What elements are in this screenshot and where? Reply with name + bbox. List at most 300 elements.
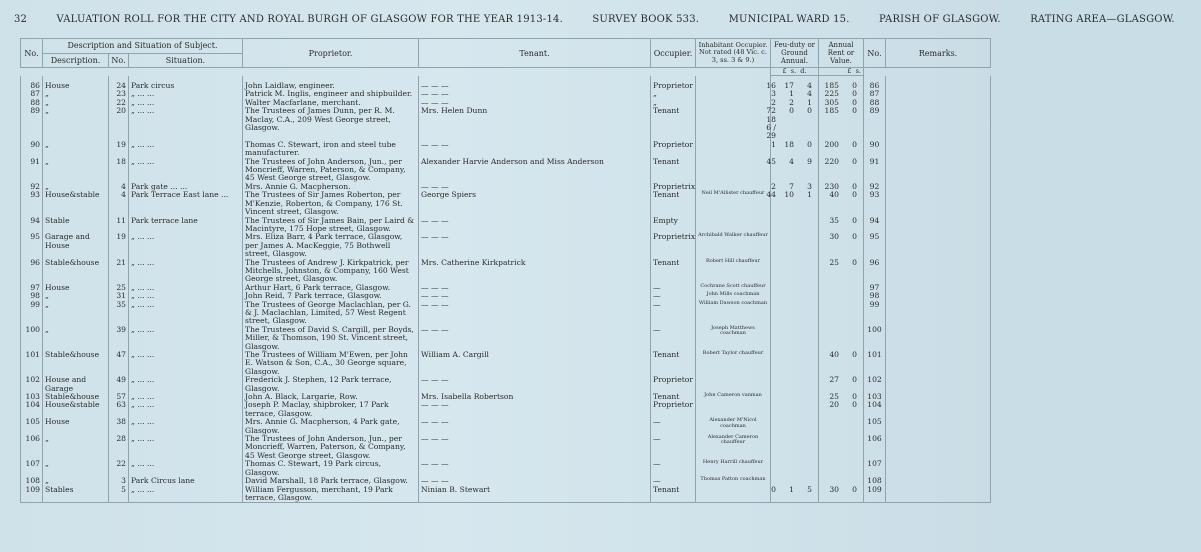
municipal-ward: MUNICIPAL WARD 15.	[728, 14, 850, 25]
row-proprietor: Mrs. Annie G. Macpherson.	[243, 183, 419, 191]
row-proprietor: The Trustees of George Maclachlan, per G. & J. Maclachlan, Limited, 57 West Regent street, Glasgow.	[243, 301, 419, 326]
row-situation: „ ... ...	[129, 301, 243, 326]
row-feu-duty: 72 18 6 / 29 0 0	[771, 107, 819, 141]
table-row	[21, 435, 991, 460]
table-row	[21, 477, 991, 485]
table-row	[21, 233, 991, 258]
row-remarks	[886, 284, 991, 292]
row-feu-duty	[771, 284, 819, 292]
table-row	[21, 284, 991, 292]
col-occupier: Occupier.	[651, 39, 696, 68]
table-row	[21, 292, 991, 300]
row-feu-duty: 1 18 0	[771, 141, 819, 158]
row-rent: 35 0	[819, 217, 864, 234]
row-description: Stable&house	[43, 259, 109, 284]
row-inhabitant: Archibald Walker chauffeur	[696, 233, 771, 258]
table-row	[21, 393, 991, 401]
table-row	[21, 107, 991, 141]
col-annual-rent: Annual Rent or Value.	[819, 39, 864, 68]
row-number: 49	[109, 376, 129, 393]
row-occupier: Tenant	[651, 393, 696, 401]
row-feu-duty: 45 4 9	[771, 158, 819, 183]
row-tenant: — — —	[419, 477, 651, 485]
row-no: 107	[21, 460, 43, 477]
row-occupier: —	[651, 418, 696, 435]
row-no-right: 106	[864, 435, 886, 460]
row-no: 98	[21, 292, 43, 300]
row-rent: 40 0	[819, 351, 864, 376]
row-description: „	[43, 107, 109, 141]
row-no: 103	[21, 393, 43, 401]
row-no-right: 101	[864, 351, 886, 376]
row-remarks	[886, 99, 991, 107]
row-description: „	[43, 141, 109, 158]
row-remarks	[886, 460, 991, 477]
col-tenant: Tenant.	[419, 39, 651, 68]
row-feu-duty: 2 7 3	[771, 183, 819, 191]
row-rent: 185 0	[819, 76, 864, 91]
row-number: 28	[109, 435, 129, 460]
row-situation: „ ... ...	[129, 90, 243, 98]
row-no-right: 98	[864, 292, 886, 300]
row-number: 19	[109, 233, 129, 258]
row-remarks	[886, 292, 991, 300]
row-rent: 200 0	[819, 141, 864, 158]
row-inhabitant: Henry Harrill chauffeur	[696, 460, 771, 477]
row-rent	[819, 301, 864, 326]
row-proprietor: John A. Black, Largarie, Row.	[243, 393, 419, 401]
row-inhabitant: Alexander Cameron chauffeur	[696, 435, 771, 460]
row-rent	[819, 292, 864, 300]
row-no: 99	[21, 301, 43, 326]
row-no: 104	[21, 401, 43, 418]
row-occupier: Tenant	[651, 191, 696, 216]
row-number: 5	[109, 486, 129, 503]
row-occupier: —	[651, 435, 696, 460]
row-situation: „ ... ...	[129, 284, 243, 292]
row-situation: „ ... ...	[129, 233, 243, 258]
row-remarks	[886, 191, 991, 216]
row-no-right: 100	[864, 326, 886, 351]
row-proprietor: Frederick J. Stephen, 12 Park terrace, Glasgow.	[243, 376, 419, 393]
row-no-right: 93	[864, 191, 886, 216]
table-row	[21, 401, 991, 418]
row-feu-duty: 16 17 4	[771, 76, 819, 91]
row-feu-duty	[771, 301, 819, 326]
row-description: „	[43, 477, 109, 485]
col-no: No.	[21, 39, 43, 68]
row-rent: 27 0	[819, 376, 864, 393]
row-tenant: — — —	[419, 401, 651, 418]
col-number: No.	[109, 53, 129, 68]
row-inhabitant: Alexander M'Nicol coachman	[696, 418, 771, 435]
row-remarks	[886, 183, 991, 191]
row-tenant: William A. Cargill	[419, 351, 651, 376]
row-no: 105	[21, 418, 43, 435]
row-no-right: 108	[864, 477, 886, 485]
row-inhabitant	[696, 217, 771, 234]
row-remarks	[886, 301, 991, 326]
row-remarks	[886, 233, 991, 258]
row-no-right: 107	[864, 460, 886, 477]
row-no: 101	[21, 351, 43, 376]
row-no-right: 103	[864, 393, 886, 401]
row-tenant: — — —	[419, 460, 651, 477]
row-number: 22	[109, 99, 129, 107]
row-no-right: 97	[864, 284, 886, 292]
row-no-right: 91	[864, 158, 886, 183]
row-description: House&stable	[43, 401, 109, 418]
row-tenant: — — —	[419, 183, 651, 191]
row-occupier: Proprietor	[651, 376, 696, 393]
row-tenant: — — —	[419, 99, 651, 107]
col-description-group: Description and Situation of Subject.	[43, 39, 243, 54]
row-number: 25	[109, 284, 129, 292]
table-row	[21, 486, 991, 503]
row-proprietor: Mrs. Eliza Barr, 4 Park terrace, Glasgow, per James A. MacKeggie, 75 Bothwell street, Glasgow.	[243, 233, 419, 258]
row-tenant: Alexander Harvie Anderson and Miss Anderson	[419, 158, 651, 183]
row-tenant: — — —	[419, 435, 651, 460]
row-number: 21	[109, 259, 129, 284]
row-description: „	[43, 435, 109, 460]
table-row	[21, 99, 991, 107]
row-description: „	[43, 183, 109, 191]
row-inhabitant: Thomas Patton coachman	[696, 477, 771, 485]
row-situation: „ ... ...	[129, 107, 243, 141]
row-proprietor: John Laidlaw, engineer.	[243, 76, 419, 91]
row-description: Stables	[43, 486, 109, 503]
row-number: 63	[109, 401, 129, 418]
row-description: „	[43, 90, 109, 98]
row-tenant: — — —	[419, 217, 651, 234]
row-occupier: Tenant	[651, 351, 696, 376]
row-number: 35	[109, 301, 129, 326]
feu-currency-heading: £ s. d.	[771, 68, 819, 76]
row-inhabitant: John Mills coachman	[696, 292, 771, 300]
row-no-right: 88	[864, 99, 886, 107]
row-remarks	[886, 107, 991, 141]
row-description: „	[43, 292, 109, 300]
row-rent: 230 0	[819, 183, 864, 191]
row-number: 31	[109, 292, 129, 300]
row-description: House and Garage	[43, 376, 109, 393]
row-feu-duty	[771, 351, 819, 376]
row-proprietor: The Trustees of John Anderson, Jun., per Moncrieff, Warren, Paterson, & Company, 45 West George street, Glasgow.	[243, 158, 419, 183]
table-row	[21, 90, 991, 98]
row-rent: 305 0	[819, 99, 864, 107]
row-occupier: Proprietor	[651, 401, 696, 418]
row-remarks	[886, 217, 991, 234]
rating-area: RATING AREA—GLASGOW.	[1030, 14, 1175, 25]
row-no: 89	[21, 107, 43, 141]
row-no: 93	[21, 191, 43, 216]
valuation-table	[20, 38, 991, 503]
row-no-right: 109	[864, 486, 886, 503]
row-rent	[819, 460, 864, 477]
row-no-right: 90	[864, 141, 886, 158]
row-number: 23	[109, 90, 129, 98]
row-rent: 20 0	[819, 401, 864, 418]
row-no-right: 102	[864, 376, 886, 393]
row-no-right: 104	[864, 401, 886, 418]
col-proprietor: Proprietor.	[243, 39, 419, 68]
table-row	[21, 351, 991, 376]
survey-book: SURVEY BOOK 533.	[592, 14, 700, 25]
row-proprietor: The Trustees of John Anderson, Jun., per Moncrieff, Warren, Paterson, & Company, 45 West George street, Glasgow.	[243, 435, 419, 460]
row-no: 94	[21, 217, 43, 234]
row-inhabitant: John Cameron vanman	[696, 393, 771, 401]
row-no-right: 105	[864, 418, 886, 435]
row-situation: Park circus	[129, 76, 243, 91]
row-no-right: 96	[864, 259, 886, 284]
row-tenant: — — —	[419, 76, 651, 91]
row-no-right: 94	[864, 217, 886, 234]
row-situation: „ ... ...	[129, 259, 243, 284]
row-number: 4	[109, 191, 129, 216]
row-no: 97	[21, 284, 43, 292]
row-proprietor: The Trustees of Sir James Roberton, per M'Kenzie, Roberton, & Company, 176 St. Vincent street, Glasgow.	[243, 191, 419, 216]
row-tenant: — — —	[419, 301, 651, 326]
row-inhabitant: Cochrane Scott chauffeur	[696, 284, 771, 292]
row-occupier: „	[651, 90, 696, 98]
table-row	[21, 326, 991, 351]
row-inhabitant	[696, 401, 771, 418]
row-no: 96	[21, 259, 43, 284]
row-no: 92	[21, 183, 43, 191]
rent-currency-heading: £ s.	[819, 68, 864, 76]
row-remarks	[886, 158, 991, 183]
row-situation: „ ... ...	[129, 141, 243, 158]
row-occupier: —	[651, 284, 696, 292]
row-inhabitant: Neil M'Allister chauffeur	[696, 191, 771, 216]
row-tenant: — — —	[419, 376, 651, 393]
row-situation: „ ... ...	[129, 393, 243, 401]
row-description: „	[43, 99, 109, 107]
col-feu-duty: Feu-duty or Ground Annual.	[771, 39, 819, 68]
row-inhabitant	[696, 141, 771, 158]
roll-title: VALUATION ROLL FOR THE CITY AND ROYAL BURGH OF GLASGOW FOR THE YEAR 1913-14.	[56, 14, 563, 25]
row-tenant: — — —	[419, 141, 651, 158]
table-row	[21, 460, 991, 477]
row-proprietor: The Trustees of David S. Cargill, per Boyds, Miller, & Thomson, 190 St. Vincent street, Glasgow.	[243, 326, 419, 351]
row-inhabitant	[696, 99, 771, 107]
row-description: House	[43, 418, 109, 435]
row-inhabitant: William Dawson coachman	[696, 301, 771, 326]
row-inhabitant: Joseph Matthews coachman	[696, 326, 771, 351]
row-occupier: Proprietor	[651, 141, 696, 158]
row-proprietor: Thomas C. Stewart, iron and steel tube manufacturer.	[243, 141, 419, 158]
row-description: Stable&house	[43, 393, 109, 401]
row-no: 95	[21, 233, 43, 258]
row-situation: „ ... ...	[129, 460, 243, 477]
row-proprietor: The Trustees of Andrew J. Kirkpatrick, per Mitchells, Johnston, & Company, 160 West George street, Glasgow.	[243, 259, 419, 284]
row-rent: 25 0	[819, 259, 864, 284]
row-description: Garage and House	[43, 233, 109, 258]
row-number: 39	[109, 326, 129, 351]
row-feu-duty: 3 1 4	[771, 90, 819, 98]
row-occupier: —	[651, 301, 696, 326]
row-tenant: Ninian B. Stewart	[419, 486, 651, 503]
row-tenant: — — —	[419, 233, 651, 258]
row-inhabitant	[696, 76, 771, 91]
row-proprietor: John Reid, 7 Park terrace, Glasgow.	[243, 292, 419, 300]
row-situation: „ ... ...	[129, 326, 243, 351]
row-no: 90	[21, 141, 43, 158]
row-description: Stable	[43, 217, 109, 234]
row-proprietor: William Fergusson, merchant, 19 Park terrace, Glasgow.	[243, 486, 419, 503]
table-row	[21, 376, 991, 393]
row-feu-duty	[771, 292, 819, 300]
row-tenant: — — —	[419, 90, 651, 98]
parish: PARISH OF GLASGOW.	[879, 14, 1001, 25]
row-feu-duty: 2 2 1	[771, 99, 819, 107]
col-description: Description.	[43, 53, 109, 68]
col-situation: Situation.	[129, 53, 243, 68]
row-situation: Park terrace lane	[129, 217, 243, 234]
row-description: „	[43, 301, 109, 326]
row-occupier: „	[651, 99, 696, 107]
row-occupier: Tenant	[651, 259, 696, 284]
row-number: 22	[109, 460, 129, 477]
row-situation: „ ... ...	[129, 99, 243, 107]
row-number: 38	[109, 418, 129, 435]
row-tenant: Mrs. Catherine Kirkpatrick	[419, 259, 651, 284]
row-no: 108	[21, 477, 43, 485]
row-rent: 225 0	[819, 90, 864, 98]
row-remarks	[886, 90, 991, 98]
row-feu-duty	[771, 376, 819, 393]
row-no-right: 95	[864, 233, 886, 258]
row-no: 100	[21, 326, 43, 351]
row-situation: „ ... ...	[129, 401, 243, 418]
row-no: 102	[21, 376, 43, 393]
row-occupier: —	[651, 477, 696, 485]
row-no: 106	[21, 435, 43, 460]
col-no-right: No.	[864, 39, 886, 68]
row-proprietor: Joseph P. Maclay, shipbroker, 17 Park terrace, Glasgow.	[243, 401, 419, 418]
row-occupier: Tenant	[651, 486, 696, 503]
row-rent	[819, 435, 864, 460]
row-inhabitant	[696, 158, 771, 183]
row-no: 87	[21, 90, 43, 98]
row-situation: Park Circus lane	[129, 477, 243, 485]
table-row	[21, 76, 991, 91]
row-number: 4	[109, 183, 129, 191]
row-description: House&stable	[43, 191, 109, 216]
row-rent	[819, 284, 864, 292]
row-proprietor: Thomas C. Stewart, 19 Park circus, Glasgow.	[243, 460, 419, 477]
row-number: 24	[109, 76, 129, 91]
row-inhabitant	[696, 486, 771, 503]
row-remarks	[886, 141, 991, 158]
row-feu-duty	[771, 418, 819, 435]
row-proprietor: Mrs. Annie G. Macpherson, 4 Park gate, Glasgow.	[243, 418, 419, 435]
row-feu-duty	[771, 259, 819, 284]
row-situation: Park Terrace East lane ...	[129, 191, 243, 216]
row-feu-duty	[771, 401, 819, 418]
row-feu-duty: 0 1 5	[771, 486, 819, 503]
row-number: 11	[109, 217, 129, 234]
row-occupier: Empty	[651, 217, 696, 234]
row-occupier: Proprietrix	[651, 233, 696, 258]
row-situation: „ ... ...	[129, 351, 243, 376]
row-remarks	[886, 401, 991, 418]
row-tenant: Mrs. Isabella Robertson	[419, 393, 651, 401]
row-rent: 25 0	[819, 393, 864, 401]
row-description: Stable&house	[43, 351, 109, 376]
row-situation: „ ... ...	[129, 435, 243, 460]
row-remarks	[886, 486, 991, 503]
row-occupier: —	[651, 326, 696, 351]
row-no: 88	[21, 99, 43, 107]
row-remarks	[886, 418, 991, 435]
row-tenant: George Spiers	[419, 191, 651, 216]
row-number: 3	[109, 477, 129, 485]
table-row	[21, 141, 991, 158]
row-number: 57	[109, 393, 129, 401]
row-number: 47	[109, 351, 129, 376]
row-no: 91	[21, 158, 43, 183]
row-remarks	[886, 259, 991, 284]
row-no: 86	[21, 76, 43, 91]
row-remarks	[886, 76, 991, 91]
row-situation: Park gate ... ...	[129, 183, 243, 191]
row-occupier: Proprietor	[651, 76, 696, 91]
row-situation: „ ... ...	[129, 292, 243, 300]
row-description: House	[43, 76, 109, 91]
row-rent	[819, 326, 864, 351]
row-rent: 185 0	[819, 107, 864, 141]
row-no-right: 89	[864, 107, 886, 141]
row-number: 18	[109, 158, 129, 183]
roll-body	[21, 76, 991, 503]
row-occupier: Tenant	[651, 158, 696, 183]
row-remarks	[886, 351, 991, 376]
row-inhabitant	[696, 90, 771, 98]
table-row	[21, 301, 991, 326]
row-description: „	[43, 158, 109, 183]
row-feu-duty	[771, 217, 819, 234]
row-rent	[819, 418, 864, 435]
row-tenant: — — —	[419, 418, 651, 435]
row-situation: „ ... ...	[129, 418, 243, 435]
row-inhabitant: Robert Taylor chauffeur	[696, 351, 771, 376]
row-situation: „ ... ...	[129, 486, 243, 503]
row-no-right: 92	[864, 183, 886, 191]
row-feu-duty: 44 10 1	[771, 191, 819, 216]
row-description: House	[43, 284, 109, 292]
table-row	[21, 418, 991, 435]
table-row	[21, 158, 991, 183]
row-rent: 30 0	[819, 233, 864, 258]
row-number: 20	[109, 107, 129, 141]
row-rent: 220 0	[819, 158, 864, 183]
row-proprietor: David Marshall, 18 Park terrace, Glasgow.	[243, 477, 419, 485]
row-tenant: — — —	[419, 326, 651, 351]
row-remarks	[886, 435, 991, 460]
col-remarks: Remarks.	[886, 39, 991, 68]
row-tenant: Mrs. Helen Dunn	[419, 107, 651, 141]
row-no: 109	[21, 486, 43, 503]
row-tenant: — — —	[419, 284, 651, 292]
row-occupier: Proprietrix	[651, 183, 696, 191]
row-feu-duty	[771, 326, 819, 351]
row-rent: 40 0	[819, 191, 864, 216]
row-proprietor: Walter Macfarlane, merchant.	[243, 99, 419, 107]
row-proprietor: Arthur Hart, 6 Park terrace, Glasgow.	[243, 284, 419, 292]
row-remarks	[886, 376, 991, 393]
row-feu-duty	[771, 435, 819, 460]
